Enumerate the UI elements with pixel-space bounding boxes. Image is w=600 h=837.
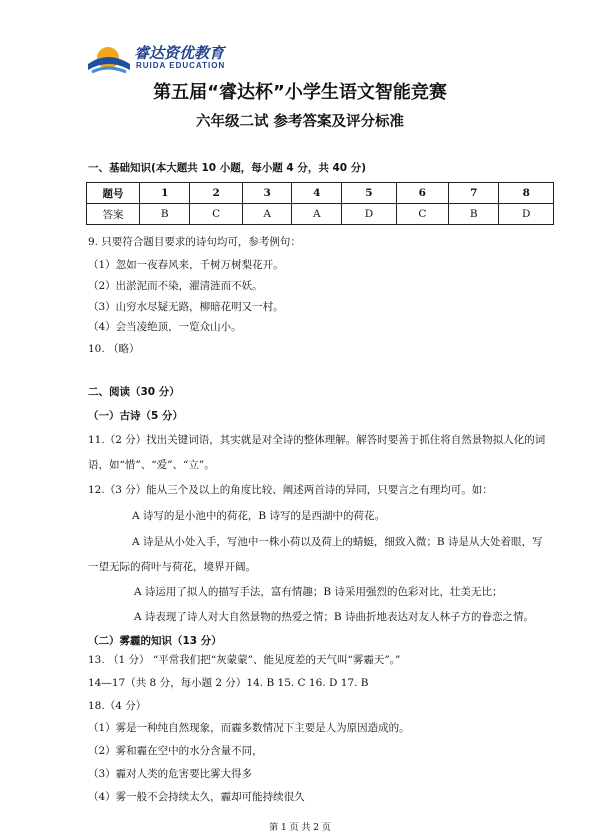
table-cell: A [242, 204, 292, 225]
q11-line2: 语，如“惜”、“爱”、“立”。 [88, 459, 215, 471]
table-cell: 1 [140, 183, 190, 204]
q14-17-text: 14—17（共 8 分，每小题 2 分）14. B 15. C 16. D 17. B [88, 677, 369, 689]
table-cell: C [396, 204, 448, 225]
table-cell: 5 [342, 183, 397, 204]
q9-item: （2）出淤泥而不染，濯清涟而不妖。 [88, 280, 263, 292]
q12-point-b2: 一望无际的荷叶与荷花，境界开阔。 [88, 561, 256, 573]
table-cell: 2 [190, 183, 242, 204]
part2-heading: （二）雾霾的知识（13 分） [88, 635, 222, 647]
table-cell: B [140, 204, 190, 225]
q9-item: （4）会当凌绝顶，一览众山小。 [88, 321, 242, 333]
q12-point-a: A 诗写的是小池中的荷花，B 诗写的是西湖中的荷花。 [132, 510, 385, 522]
table-cell: 题号 [87, 183, 140, 204]
table-cell: 8 [499, 183, 554, 204]
logo-name: 睿达资优教育 [134, 44, 225, 62]
q18-item: （2）雾和霾在空中的水分含量不同， [88, 745, 263, 757]
table-cell: D [342, 204, 397, 225]
page-title: 第五届“睿达杯”小学生语文智能竞赛 [153, 82, 447, 103]
table-cell: 答案 [87, 204, 140, 225]
q18-item: （1）雾是一种纯自然现象，而霾多数情况下主要是人为原因造成的。 [88, 722, 410, 734]
table-row [87, 204, 554, 225]
q13-text: 13. （1 分） “平常我们把“灰蒙蒙”、能见度差的天气叫“雾霾天”。” [88, 654, 401, 666]
q18-item: （3）霾对人类的危害要比雾大得多 [88, 768, 253, 780]
q11-line1: 11.（2 分）找出关键词语，其实就是对全诗的整体理解。解答时要善于抓住将自然景物拟人化的词 [88, 434, 546, 446]
section2-heading: 二、阅读（30 分） [88, 386, 180, 398]
part1-heading: （一）古诗（5 分） [88, 410, 183, 422]
section1-heading: 一、基础知识(本大题共 10 小题，每小题 4 分，共 40 分) [88, 162, 367, 174]
table-cell: A [292, 204, 342, 225]
table-cell: D [499, 204, 554, 225]
q12-text: 12.（3 分）能从三个及以上的角度比较、阐述两首诗的异同，只要言之有理均可。如： [88, 484, 493, 496]
logo-emblem-icon [86, 40, 132, 80]
q18-item: （4）雾一般不会持续太久，霾却可能持续很久 [88, 791, 305, 803]
table-cell: 6 [396, 183, 448, 204]
q18-text: 18.（4 分） [88, 700, 147, 712]
q12-point-b1: A 诗是从小处入手，写池中一株小荷以及荷上的蜻蜓，细致入微；B 诗是从大处着眼，写 [132, 536, 543, 548]
table-cell: C [190, 204, 242, 225]
table-cell: 3 [242, 183, 292, 204]
q12-point-d: A 诗表现了诗人对大自然景物的热爱之情；B 诗曲折地表达对友人林子方的眷恋之情。 [134, 611, 534, 623]
page-subtitle: 六年级二试 参考答案及评分标准 [195, 114, 405, 130]
table-row [87, 183, 554, 204]
table-cell: B [449, 204, 499, 225]
logo-subtitle: RUIDA EDUCATION [136, 61, 226, 70]
q10-text: 10. （略） [88, 343, 140, 355]
table-cell: 7 [449, 183, 499, 204]
logo [86, 40, 236, 80]
answer-table [86, 182, 554, 225]
q9-item: （1）忽如一夜春风来，千树万树梨花开。 [88, 259, 284, 271]
q9-text: 9. 只要符合题目要求的诗句均可，参考例句： [88, 236, 301, 248]
page-footer: 第 1 页 共 2 页 [269, 823, 331, 833]
q9-item: （3）山穷水尽疑无路，柳暗花明又一村。 [88, 301, 284, 313]
table-cell: 4 [292, 183, 342, 204]
q12-point-c: A 诗运用了拟人的描写手法，富有情趣；B 诗采用强烈的色彩对比，壮美无比； [134, 586, 503, 598]
